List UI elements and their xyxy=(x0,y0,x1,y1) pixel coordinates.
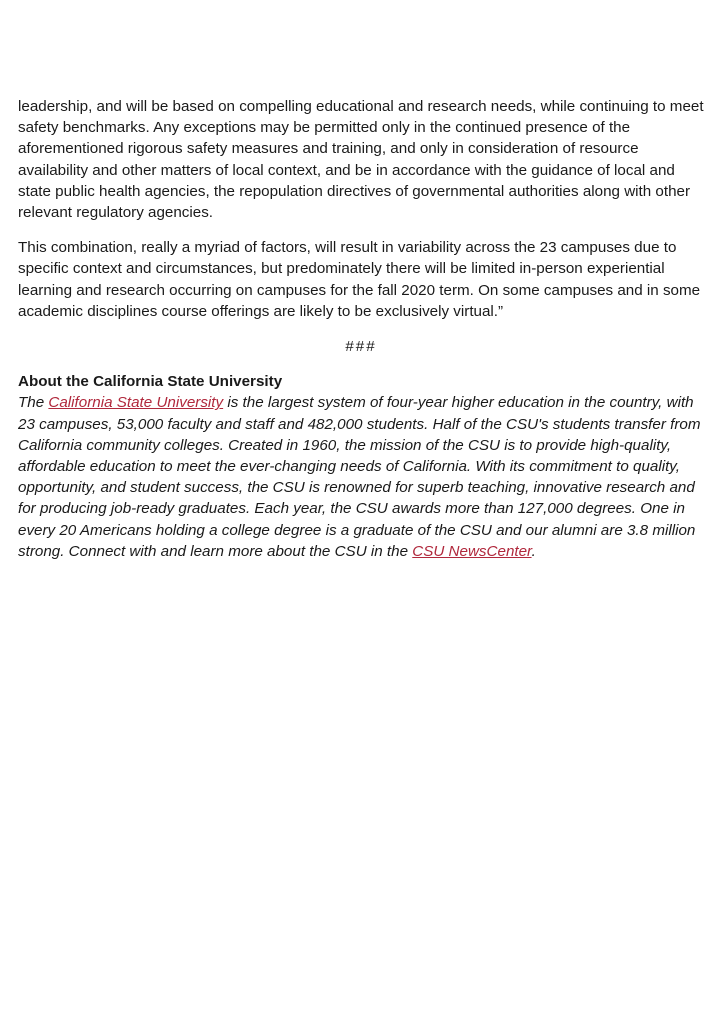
paragraph-leadership: leadership, and will be based on compelling educational and research needs, while continuing to meet safety benchmarks. Any exceptions may be permitted only in the continued presence of the aforementioned rigorous safety measures and training, and only in consideration of resource availability and other matters of local context, and be in accordance with the guidance of local and state public health agencies, the repopulation directives of governmental authorities along with other relevant regulatory agencies. xyxy=(18,98,704,222)
paragraph-combination: This combination, really a myriad of factors, will result in variability across the 23 campuses due to specific context and circumstances, but predominately there will be limited in-person experiential learning and research occurring on campuses for the fall 2020 term. On some campuses and in some academic disciplines course offerings are likely to be exclusively virtual.” xyxy=(18,239,701,320)
csu-website-link[interactable]: California State University xyxy=(48,394,224,412)
about-body-text: is the largest system of four-year higher education in the country, with 23 campuses, 53,000 faculty and staff and 482,000 students. Half of the CSU's students transfer from California community colleges. Created in 1960, the mission of the CSU is to provide high-quality, affordable education to meet the ever-changing needs of California. With its commitment to quality, opportunity, and student success, the CSU is renowned for superb teaching, innovative research and for producing job-ready graduates. Each year, the CSU awards more than 127,000 degrees. One in every 20 Americans holding a college degree is a graduate of the CSU and our alumni are 3.8 million strong. Connect with and learn more about the CSU in the xyxy=(18,394,701,560)
about-heading: About the California State University xyxy=(18,373,283,391)
csu-newscenter-link[interactable]: CSU NewsCenter xyxy=(412,542,532,560)
about-intro-text: The xyxy=(18,394,49,412)
about-paragraph xyxy=(18,392,704,562)
document-body xyxy=(18,96,704,562)
about-end-text: . xyxy=(531,542,536,560)
section-separator: ### xyxy=(345,338,377,356)
